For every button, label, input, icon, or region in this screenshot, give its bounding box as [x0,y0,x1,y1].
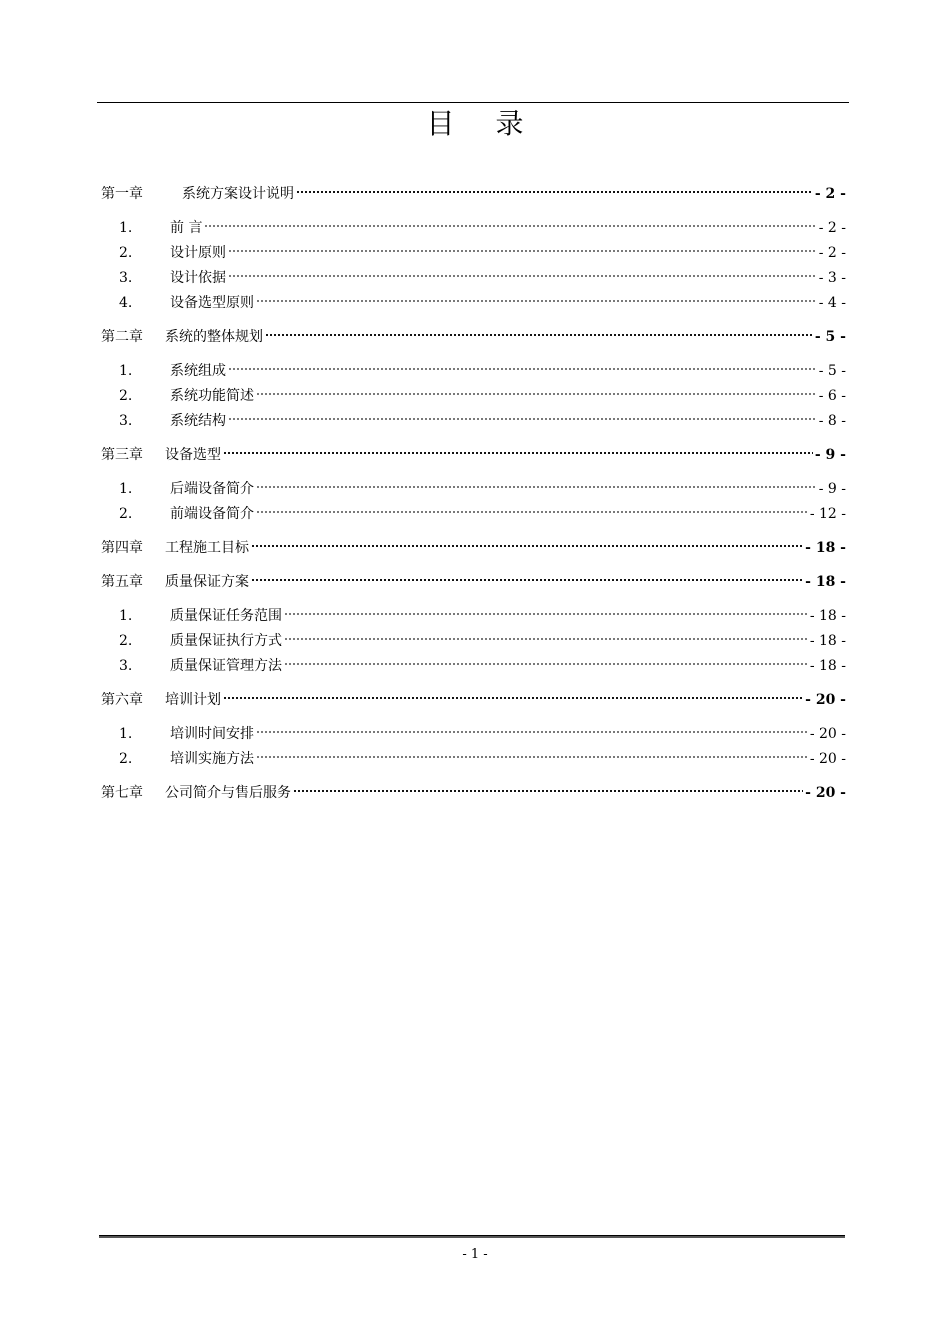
toc-entry-title: 前 言 [170,220,203,236]
toc-entry-page: - 6 - [818,388,846,404]
toc-section-entry[interactable] [101,722,846,747]
toc-entry-number: 4. [119,295,133,311]
toc-entry-number: 1. [119,608,133,624]
toc-entry-page: - 5 - [814,329,846,345]
toc-entry-page: - 2 - [818,220,846,236]
toc-section-entry[interactable] [101,604,846,629]
toc-entry-number: 第二章 [101,329,143,345]
toc-section-entry[interactable] [101,266,846,291]
toc-entry-page: - 18 - [805,574,846,590]
toc-entry-page: - 18 - [805,540,846,556]
toc-chapter-entry[interactable] [101,536,846,561]
dot-leader [256,392,817,396]
toc-entry-page: - 20 - [805,785,846,801]
toc-entry-title: 质量保证方案 [165,574,249,590]
toc-entry-page: - 18 - [809,608,846,624]
toc-entry-page: - 5 - [818,363,846,379]
dot-leader [256,730,808,734]
toc-entry-title: 培训时间安排 [170,726,254,742]
toc-entry-number: 3. [119,413,133,429]
toc-entry-page: - 20 - [805,692,846,708]
toc-entry-title: 质量保证任务范围 [170,608,282,624]
toc-entry-title: 质量保证管理方法 [170,658,282,674]
dot-leader [265,333,813,337]
dot-leader [256,510,808,514]
toc-entry-number: 1. [119,220,133,236]
toc-entry-number: 2. [119,245,133,261]
dot-leader [256,485,817,489]
toc-entry-title: 系统的整体规划 [165,329,263,345]
page-number: - 1 - [462,1247,488,1262]
toc-section-entry[interactable] [101,747,846,772]
dot-leader [284,612,808,616]
toc-entry-page: - 12 - [809,506,846,522]
toc-entry-page: - 18 - [809,633,846,649]
toc-title: 目 录 [426,107,540,140]
toc-entry-title: 后端设备简介 [170,481,254,497]
toc-chapter-entry[interactable] [101,570,846,595]
toc-section-entry[interactable] [101,409,846,434]
toc-entry-number: 1. [119,481,133,497]
dot-leader [228,274,817,278]
dot-leader [228,417,817,421]
toc-entry-title: 工程施工目标 [165,540,249,556]
toc-entry-number: 1. [119,363,133,379]
toc-entry-page: - 9 - [818,481,846,497]
toc-chapter-entry[interactable] [101,688,846,713]
dot-leader [223,451,813,455]
toc-entry-page: - 9 - [814,447,846,463]
dot-leader [293,789,803,793]
toc-entry-number: 2. [119,751,133,767]
toc-entry-page: - 8 - [818,413,846,429]
toc-entry-page: - 2 - [818,245,846,261]
toc-entry-number: 第五章 [101,574,143,590]
toc-section-entry[interactable] [101,502,846,527]
dot-leader [223,696,803,700]
toc-entry-title: 培训计划 [165,692,221,708]
footer-rule [99,1235,845,1238]
toc-entry-title: 系统结构 [170,413,226,429]
toc-entry-number: 第四章 [101,540,143,556]
header-rule [97,102,849,103]
toc-entry-number: 第三章 [101,447,143,463]
dot-leader [228,367,817,371]
toc-entry-title: 设备选型原则 [170,295,254,311]
toc-entry-number: 2. [119,388,133,404]
dot-leader [284,637,808,641]
dot-leader [296,190,813,194]
toc-entry-title: 公司简介与售后服务 [165,785,291,801]
toc-entry-page: - 20 - [809,726,846,742]
toc-chapter-entry[interactable] [101,443,846,468]
toc-entry-number: 3. [119,658,133,674]
toc-entry-number: 3. [119,270,133,286]
toc-section-entry[interactable] [101,654,846,679]
toc-entry-page: - 18 - [809,658,846,674]
toc-entry-title: 系统方案设计说明 [182,186,294,202]
toc-entry-page: - 4 - [818,295,846,311]
toc-entry-title: 设计原则 [170,245,226,261]
toc-chapter-entry[interactable] [101,781,846,806]
toc-entry-title: 设备选型 [165,447,221,463]
toc-entry-title: 培训实施方法 [170,751,254,767]
toc-section-entry[interactable] [101,477,846,502]
toc-entry-page: - 2 - [814,186,846,202]
toc-entry-title: 系统功能简述 [170,388,254,404]
dot-leader [251,578,803,582]
toc-entry-number: 第一章 [101,186,143,202]
toc-entry-number: 2. [119,633,133,649]
toc-entry-title: 前端设备简介 [170,506,254,522]
toc-entry-title: 系统组成 [170,363,226,379]
toc-section-entry[interactable] [101,291,846,316]
toc-entry-number: 2. [119,506,133,522]
toc-section-entry[interactable] [101,359,846,384]
toc-section-entry[interactable] [101,629,846,654]
toc-section-entry[interactable] [101,216,846,241]
table-of-contents [101,182,846,806]
dot-leader [256,755,808,759]
toc-entry-page: - 20 - [809,751,846,767]
toc-chapter-entry[interactable] [101,325,846,350]
dot-leader [228,249,817,253]
toc-entry-number: 1. [119,726,133,742]
toc-section-entry[interactable] [101,241,846,266]
toc-section-entry[interactable] [101,384,846,409]
dot-leader [256,299,817,303]
toc-entry-title: 质量保证执行方式 [170,633,282,649]
dot-leader [251,544,803,548]
toc-entry-number: 第七章 [101,785,143,801]
toc-entry-page: - 3 - [818,270,846,286]
dot-leader [204,224,816,228]
toc-entry-number: 第六章 [101,692,143,708]
dot-leader [284,662,808,666]
toc-chapter-entry[interactable] [101,182,846,207]
toc-entry-title: 设计依据 [170,270,226,286]
